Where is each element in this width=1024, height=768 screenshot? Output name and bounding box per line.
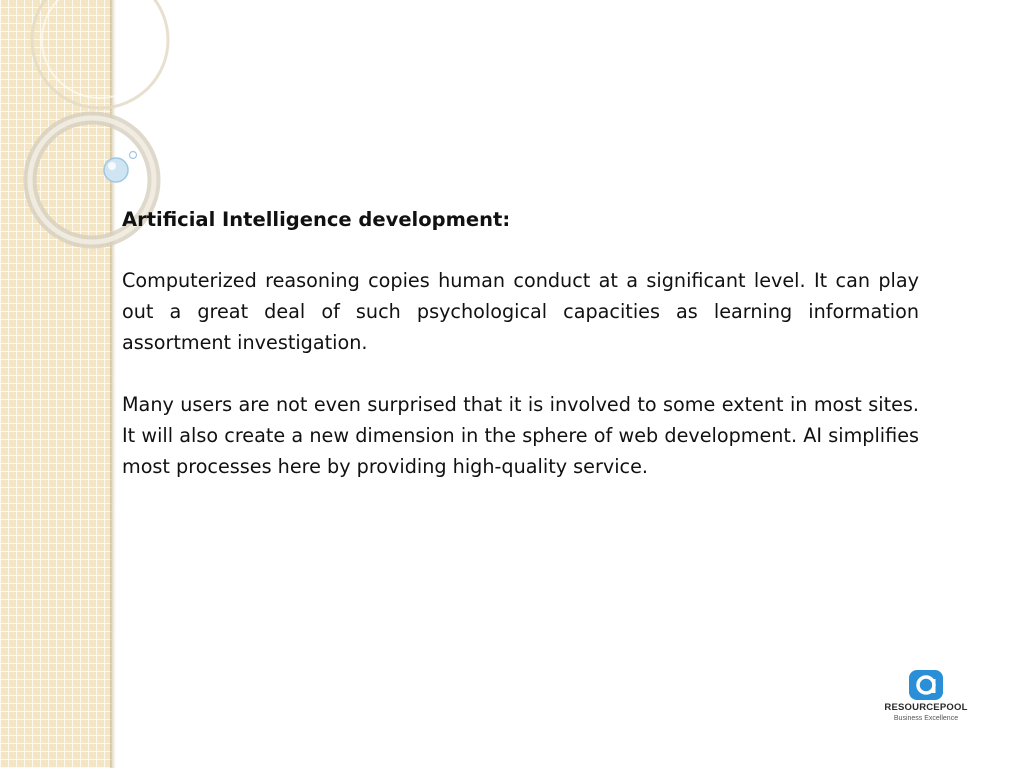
resourcepool-logo-icon [908, 669, 944, 701]
resourcepool-logo [878, 666, 974, 730]
slide-heading: Artificial Intelligence development: [122, 208, 511, 231]
logo-name: RESOURCEPOOL [884, 702, 968, 713]
paragraph-2: Many users are not even surprised that it is involved to some extent in most sites. It will also create a new dimension in the sphere of web development. AI simplifies most processes here by providing high-quality service. [122, 393, 919, 478]
paragraph-1: Computerized reasoning copies human conduct at a significant level. It can play out a great deal of such psychological capacities as learning information assortment investigation. [122, 269, 919, 354]
logo-tagline: Business Excellence [893, 715, 959, 722]
slide-content [122, 204, 919, 513]
